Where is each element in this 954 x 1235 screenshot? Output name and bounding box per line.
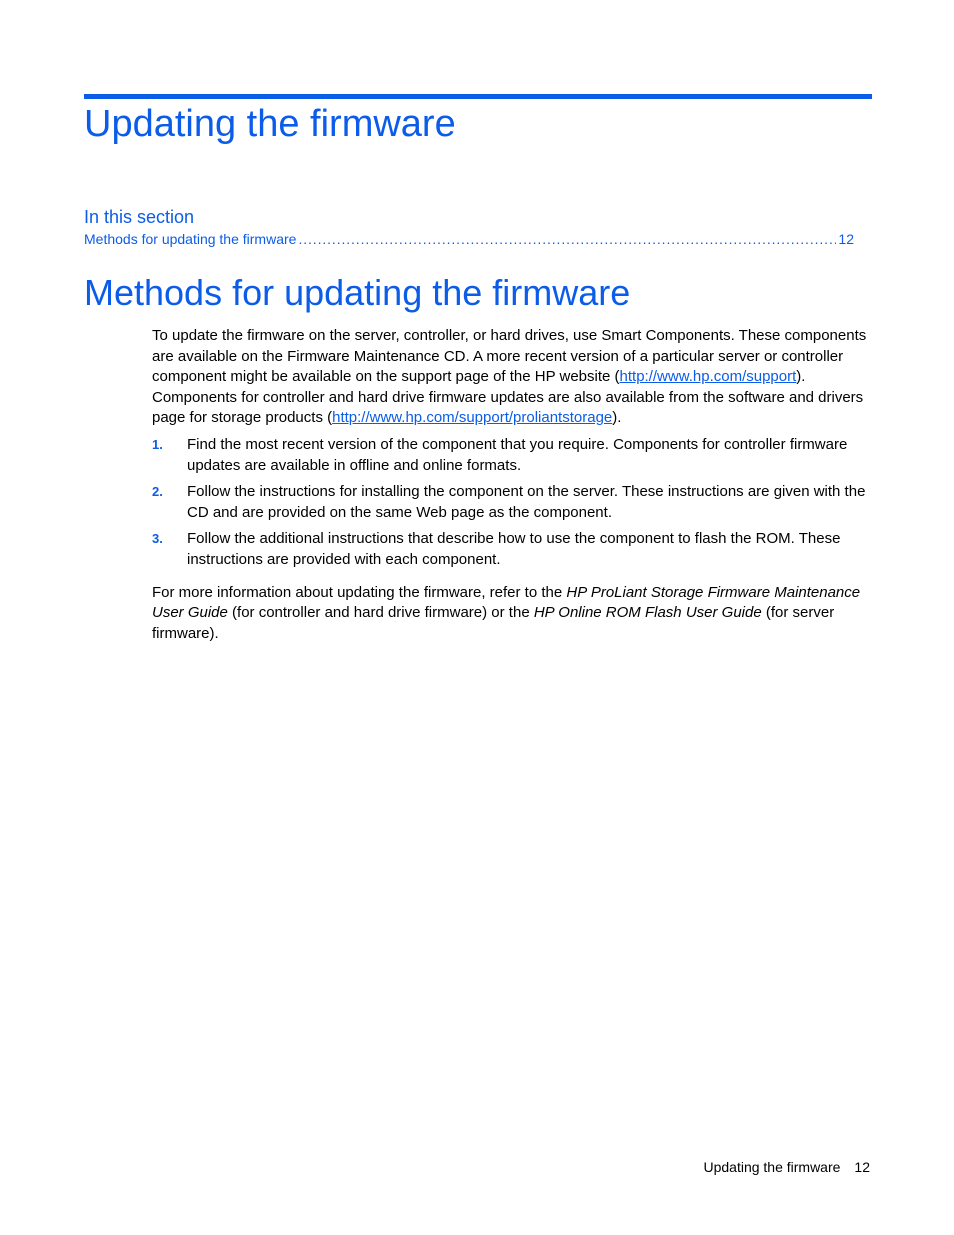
list-item bbox=[152, 482, 868, 523]
support-link[interactable]: http://www.hp.com/support bbox=[619, 368, 797, 386]
guide-title-storage: HP ProLiant Storage Firmware Maintenance User Guide bbox=[152, 583, 861, 622]
guide-title-rom-flash: HP Online ROM Flash User Guide bbox=[533, 604, 762, 622]
chapter-title: Updating the firmware bbox=[84, 103, 456, 145]
step-text: Follow the additional instructions that describe how to use the component to flash the ROM. These instructions are provided with each component. bbox=[187, 530, 841, 568]
toc-label: In this section bbox=[84, 207, 195, 227]
list-item bbox=[152, 529, 868, 570]
step-number: 3. bbox=[152, 531, 163, 547]
toc-entry-page[interactable]: 12 bbox=[838, 231, 854, 247]
proliant-storage-link[interactable]: http://www.hp.com/support/proliantstorage bbox=[332, 409, 613, 427]
list-item bbox=[152, 435, 868, 476]
more-text-1: For more information about updating the firmware, refer to the bbox=[152, 583, 567, 601]
intro-text-1: To update the firmware on the server, controller, or hard drives, use Smart Components. These components are available on the Firmware Maintenance CD. A more recent version of a particular server or controller component might be available on the support page of the HP website ( bbox=[152, 327, 867, 386]
section-body bbox=[152, 326, 868, 644]
toc-entry-title[interactable]: Methods for updating the firmware bbox=[84, 231, 297, 247]
intro-paragraph bbox=[152, 326, 868, 429]
more-text-2: (for controller and hard drive firmware) or the bbox=[227, 604, 534, 622]
page-number: 12 bbox=[854, 1159, 870, 1175]
intro-text-3: ). bbox=[612, 409, 622, 427]
more-text-3: (for server firmware). bbox=[152, 604, 835, 642]
steps-list bbox=[152, 435, 868, 571]
step-text: Find the most recent version of the component that you require. Components for controller firmware updates are available in offline and online formats. bbox=[187, 435, 848, 474]
toc-entry-methods[interactable] bbox=[84, 231, 854, 247]
footer-title: Updating the firmware bbox=[703, 1159, 841, 1175]
page-footer bbox=[703, 1159, 870, 1175]
step-text: Follow the instructions for installing the component on the server. These instructions are given with the CD and are provided on the same Web page as the component. bbox=[187, 483, 866, 521]
toc-dot-leader bbox=[298, 231, 836, 247]
section-title: Methods for updating the firmware bbox=[84, 272, 631, 313]
more-info-paragraph bbox=[152, 583, 868, 645]
step-number: 2. bbox=[152, 484, 163, 500]
header-rule bbox=[84, 94, 872, 99]
intro-text-2: ). Components for controller and hard drive firmware updates are also available from the software and drivers page for storage products ( bbox=[152, 368, 864, 427]
step-number: 1. bbox=[152, 436, 163, 452]
